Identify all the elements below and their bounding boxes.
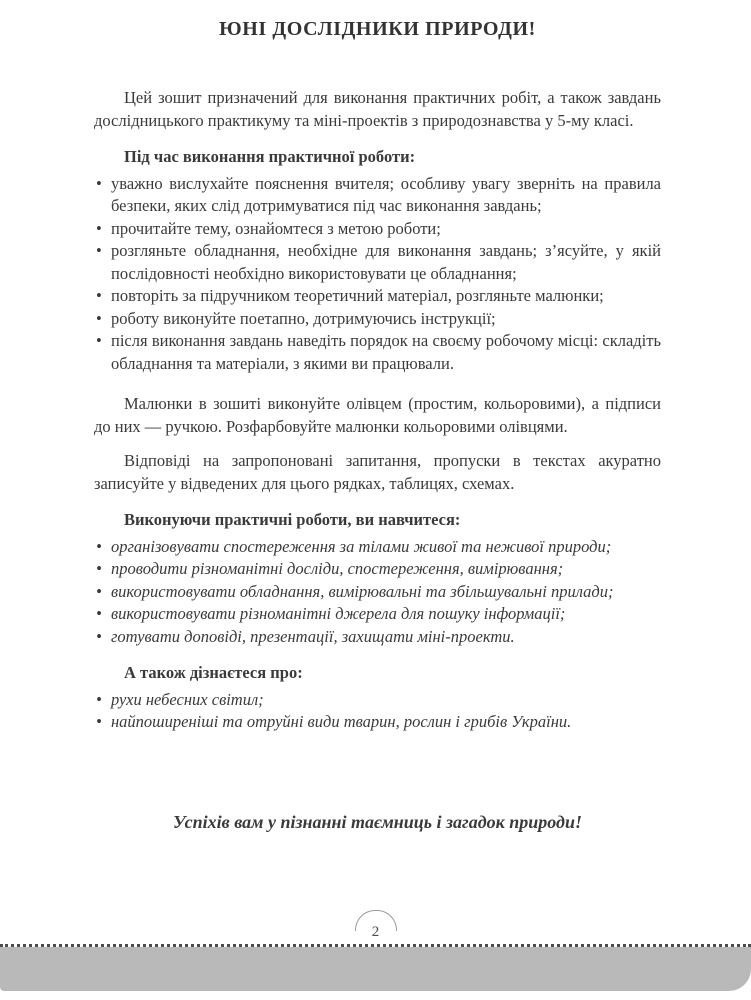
list-item-text: найпоширеніші та отруйні види тварин, рослин і грибів України. [111,712,572,731]
list-item-text: повторіть за підручником теоретичний матеріал, розгляньте малюнки; [111,286,604,305]
under-page-background [0,947,751,991]
also-list [94,689,661,734]
list-item-text: проводити різноманітні досліди, спостереження, вимірювання; [111,559,564,578]
list-item-text: використовувати різноманітні джерела для пошуку інформації; [111,604,566,623]
bullet-icon: • [96,536,102,556]
list-item [94,581,661,604]
list-item-text: прочитайте тему, ознайомтеся з метою роботи; [111,218,441,238]
intro-paragraph: Цей зошит призначений для виконання практичних робіт, а також завдань дослідницького практикуму та міні-проектів з природознавства у 5-му класі. [94,88,661,130]
list-item [94,536,661,559]
bullet-icon: • [96,241,102,260]
bullet-icon: • [96,286,102,305]
list-item [94,173,661,218]
list-item-text: використовувати обладнання, вимірювальні та збільшувальні прилади; [111,581,614,601]
bullet-icon: • [96,559,102,578]
list-item [94,218,661,241]
bullet-icon: • [96,712,102,731]
list-item [94,330,661,375]
list-item-text: готувати доповіді, презентації, захищати міні-проекти. [111,626,515,646]
learn-heading: Виконуючи практичні роботи, ви навчитеся: [124,510,461,529]
closing-motto: Успіхів вам у пізнанні таємниць і загадок природи! [173,811,582,832]
list-item [94,558,661,581]
bullet-icon: • [96,331,102,350]
list-item-text: рухи небесних світил; [111,689,264,709]
bullet-icon: • [96,604,102,623]
practice-list [94,173,661,376]
bullet-icon: • [96,689,102,709]
list-item-text: організовувати спостереження за тілами живої та неживої природи; [111,536,612,556]
also-heading: А також дізнаєтеся про: [124,663,303,682]
bullet-icon: • [96,218,102,238]
bullet-icon: • [96,581,102,601]
list-item [94,711,661,734]
list-item-text: розгляньте обладнання, необхідне для виконання завдань; з’ясуйте, у якій послідовності необхідно використовувати це обладнання; [111,241,661,283]
list-item-text: уважно вислухайте пояснення вчителя; особливу увагу зверніть на правила безпеки, яких слід дотримуватися під час виконання завдань; [111,173,661,215]
list-item [94,285,661,308]
practice-heading: Під час виконання практичної роботи: [124,147,416,166]
bullet-icon: • [96,308,102,328]
list-item [94,626,661,649]
learn-list [94,536,661,649]
list-item [94,689,661,712]
page-footer [0,904,751,1000]
bullet-icon: • [96,626,102,646]
bullet-icon: • [96,173,102,193]
list-item-text: роботу виконуйте поетапно, дотримуючись інструкції; [111,308,496,328]
answers-paragraph: Відповіді на запропоновані запитання, пропуски в текстах акуратно записуйте у відведених для цього рядках, таблицях, схемах. [94,451,661,493]
list-item [94,308,661,331]
page-title: ЮНІ ДОСЛІДНИКИ ПРИРОДИ! [219,18,536,40]
page-number: 2 [366,924,386,941]
drawings-paragraph: Малюнки в зошиті виконуйте олівцем (простим, кольоровими), а підписи до них — ручкою. Розфарбовуйте малюнки кольоровими олівцями. [94,394,661,436]
list-item [94,603,661,626]
list-item [94,240,661,285]
list-item-text: після виконання завдань наведіть порядок на своєму робочому місці: складіть обладнання та матеріали, з якими ви працювали. [111,331,661,373]
